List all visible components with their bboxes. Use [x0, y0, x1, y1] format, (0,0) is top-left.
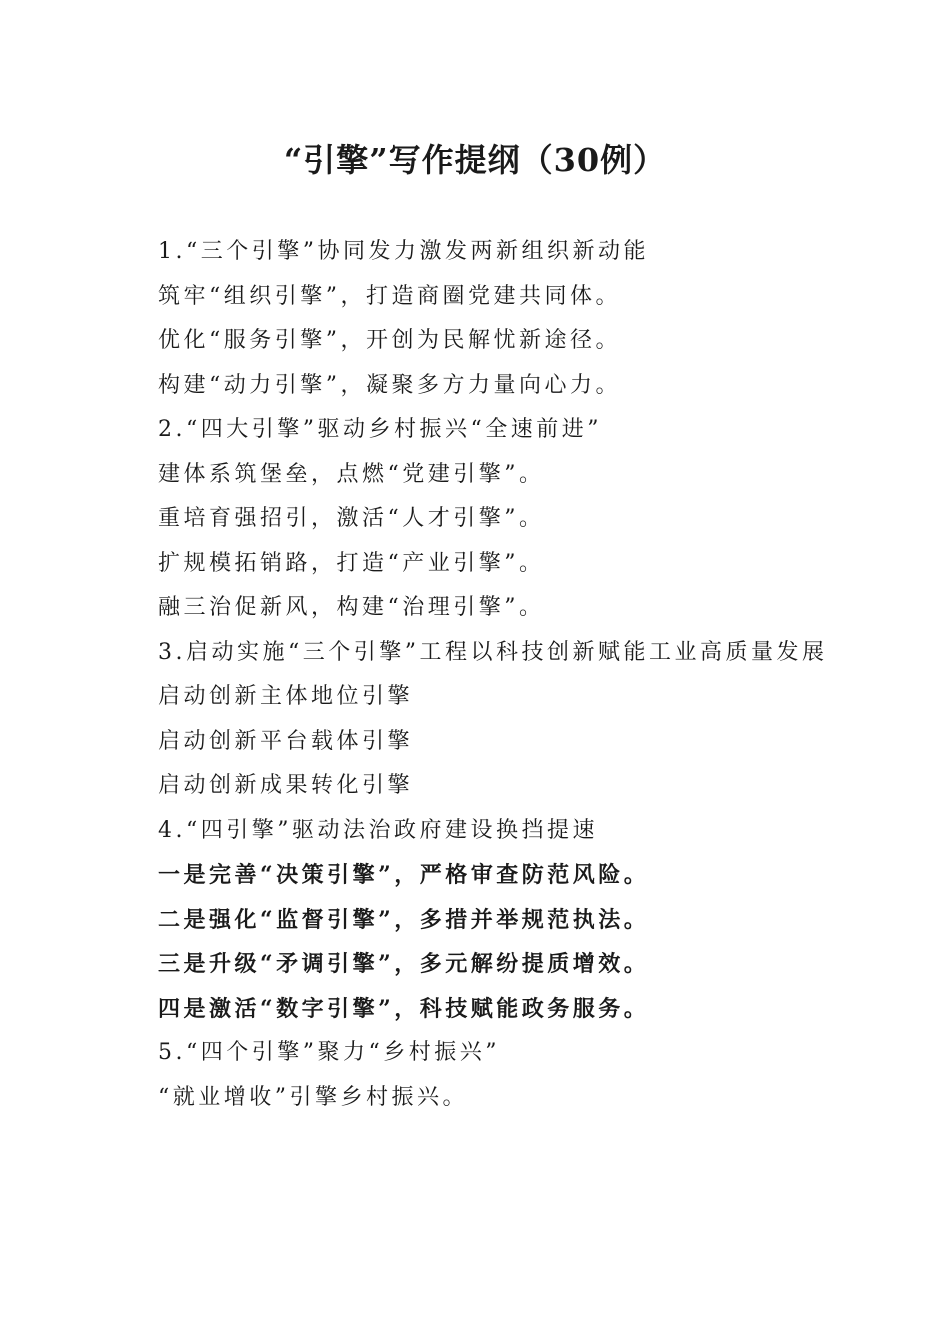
- paragraph-bold: 四是激活“数字引擎”，科技赋能政务服务。: [158, 995, 650, 1022]
- paragraph: 启动创新平台载体引擎: [158, 728, 414, 754]
- paragraph-bold: 二是强化“监督引擎”，多措并举规范执法。: [158, 906, 650, 933]
- paragraph: “就业增收”引擎乡村振兴。: [158, 1084, 468, 1110]
- paragraph-heading-3: 3.启动实施“三个引擎”工程以科技创新赋能工业高质量发展: [158, 639, 828, 665]
- paragraph-heading-1: 1.“三个引擎”协同发力激发两新组织新动能: [158, 239, 649, 264]
- paragraph: 建体系筑堡垒，点燃“党建引擎”。: [158, 461, 545, 487]
- paragraph: 重培育强招引，激活“人才引擎”。: [158, 506, 545, 531]
- paragraph-bold: 三是升级“矛调引擎”，多元解纷提质增效。: [158, 951, 650, 977]
- paragraph: 优化“服务引擎”，开创为民解忧新途径。: [158, 328, 621, 353]
- paragraph: 筑牢“组织引擎”，打造商圈党建共同体。: [158, 283, 621, 309]
- paragraph: 启动创新主体地位引擎: [158, 684, 414, 709]
- paragraph-heading-4: 4.“四引擎”驱动法治政府建设换挡提速: [158, 817, 598, 843]
- document-title: “引擎”写作提纲（30例）: [283, 141, 667, 179]
- document-body: [120, 230, 832, 1120]
- paragraph: 扩规模拓销路，打造“产业引擎”。: [158, 550, 545, 576]
- paragraph: 融三治促新风，构建“治理引擎”。: [158, 595, 545, 620]
- paragraph-heading-5: 5.“四个引擎”聚力“乡村振兴”: [158, 1040, 500, 1065]
- paragraph-heading-2: 2.“四大引擎”驱动乡村振兴“全速前进”: [158, 417, 602, 442]
- paragraph: 构建“动力引擎”，凝聚多方力量向心力。: [158, 372, 621, 398]
- paragraph: 启动创新成果转化引擎: [158, 773, 414, 798]
- paragraph-bold: 一是完善“决策引擎”，严格审查防范风险。: [158, 862, 650, 888]
